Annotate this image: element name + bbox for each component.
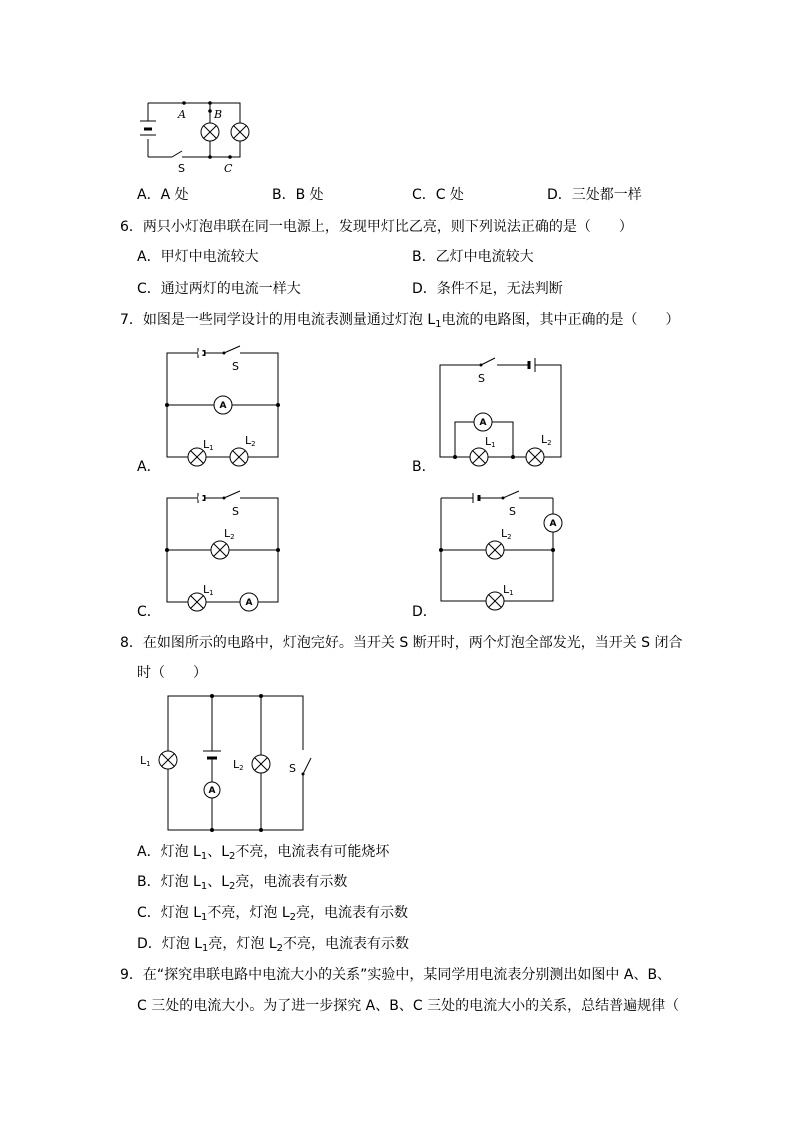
q5-label-s: S [178, 162, 185, 175]
q7-option-b[interactable]: B． [412, 459, 436, 475]
q7d-l1-label: L1 [503, 583, 514, 597]
q7-circuit-d [425, 485, 575, 620]
q6-option-a[interactable]: A．甲灯中电流较大 [137, 249, 259, 265]
q7d-l2-label: L2 [501, 527, 512, 541]
q7-circuit-a [150, 340, 300, 475]
q7c-l2-label: L2 [224, 527, 235, 541]
q7c-l1-label: L1 [203, 583, 214, 597]
q7-stem: 7．如图是一些同学设计的用电流表测量通过灯泡 $L_1$电流的电路图，其中正确的是（ ） [120, 312, 680, 330]
q5-label-c: C [224, 162, 233, 175]
q6-option-c[interactable]: C．通过两灯的电流一样大 [137, 281, 301, 297]
q7b-switch-label: S [478, 372, 485, 385]
q8-option-c[interactable]: C．灯泡 $L_1$不亮，灯泡 $L_2$亮，电流表有示数 [137, 905, 409, 923]
q5-label-b: B [214, 108, 223, 121]
q5-option-a[interactable]: A．A 处 [137, 187, 189, 203]
q8-stem-line2: 时（ ） [137, 665, 207, 681]
q7-option-d[interactable]: D． [412, 604, 437, 620]
q5-option-c[interactable]: C．C 处 [412, 187, 465, 203]
q7-option-a[interactable]: A． [137, 459, 161, 475]
q8-stem-line1: 8．在如图所示的电路中，灯泡完好。当开关 S 断开时，两个灯泡全部发光，当开关 S 闭合 [120, 635, 683, 651]
q8-option-b[interactable]: B．灯泡 $L_1$、$L_2$亮，电流表有示数 [137, 874, 348, 892]
q7b-meter-label: A [479, 418, 487, 428]
q7b-l2-label: L2 [541, 433, 552, 447]
q7b-l1-label: L1 [485, 435, 496, 449]
q7a-l1-label: L1 [203, 438, 214, 452]
q8-meter-label: A [208, 786, 216, 796]
q5-circuit-diagram [130, 95, 270, 180]
q6-stem: 6．两只小灯泡串联在同一电源上，发现甲灯比乙亮，则下列说法正确的是（ ） [120, 219, 633, 235]
q6-option-d[interactable]: D．条件不足，无法判断 [412, 281, 563, 297]
q7d-switch-label: S [509, 505, 516, 518]
q7a-l2-label: L2 [245, 434, 256, 448]
q8-l1-label: L1 [140, 754, 151, 768]
q5-label-a: A [178, 108, 186, 121]
q8-option-d[interactable]: D．灯泡 $L_1$亮，灯泡 $L_2$不亮，电流表有示数 [137, 936, 410, 954]
q8-circuit-diagram [135, 688, 315, 833]
q7a-switch-label: S [232, 360, 239, 373]
q8-option-a[interactable]: A．灯泡 $L_1$、$L_2$不亮，电流表有可能烧坏 [137, 844, 390, 862]
q7c-meter-label: A [245, 598, 253, 608]
q9-stem-line2: C 三处的电流大小。为了进一步探究 A、B、C 三处的电流大小的关系，总结普遍规律（ [137, 998, 680, 1014]
q9-stem-line1: 9．在“探究串联电路中电流大小的关系”实验中，某同学用电流表分别测出如图中 A、B、 [120, 967, 672, 983]
q5-option-d[interactable]: D．三处都一样 [547, 187, 642, 203]
q7d-meter-label: A [549, 519, 557, 529]
q8-l2-label: L2 [233, 758, 244, 772]
q5-option-b[interactable]: B．B 处 [272, 187, 324, 203]
q7a-meter-label: A [219, 401, 227, 411]
q8-switch-label: S [289, 762, 296, 775]
q7c-switch-label: S [232, 505, 239, 518]
q7-option-c[interactable]: C． [137, 604, 161, 620]
q7-circuit-c [150, 485, 300, 620]
q7-circuit-b [425, 345, 575, 475]
q6-option-b[interactable]: B．乙灯中电流较大 [412, 249, 534, 265]
